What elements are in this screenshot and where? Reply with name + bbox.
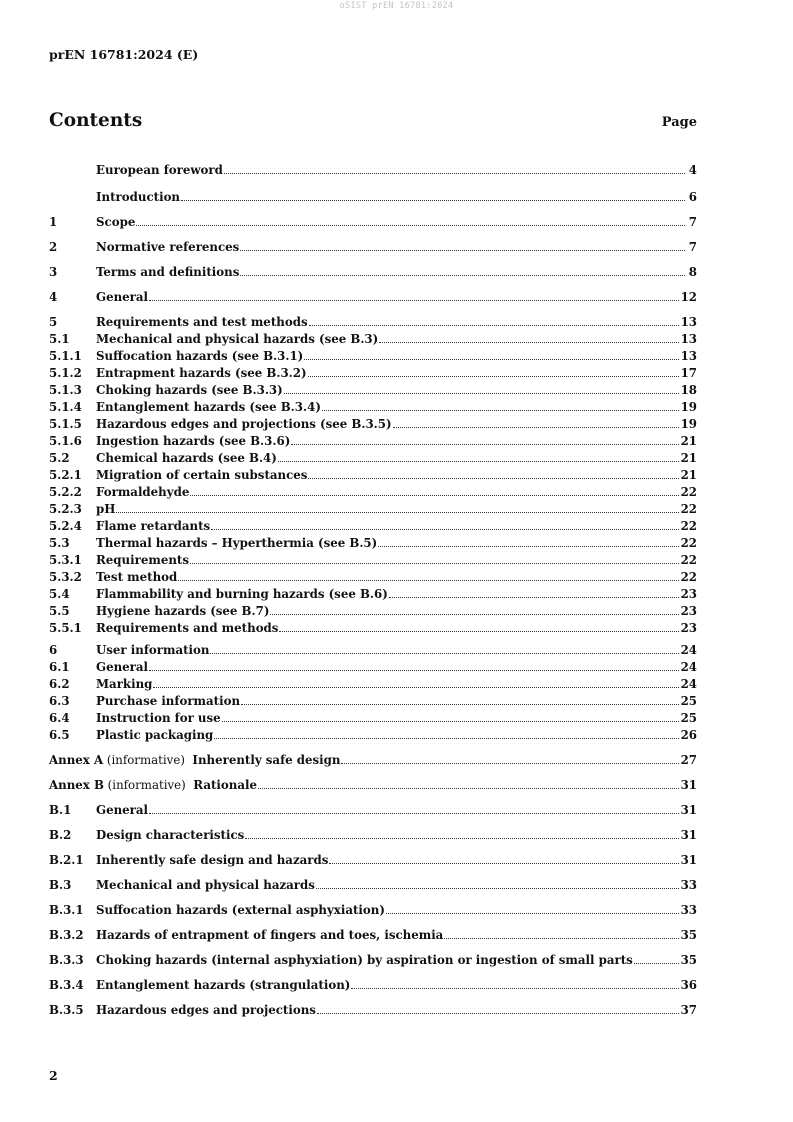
toc-entry-title: Purchase information (96, 694, 241, 708)
toc-entry-number: 5.2.1 (49, 468, 82, 482)
toc-entry-page: 31 (680, 828, 697, 842)
annex-note: (informative) (103, 778, 194, 792)
toc-entry-page: 33 (680, 903, 697, 917)
toc-entry[interactable] (49, 586, 697, 603)
toc-entry-page: 24 (680, 643, 697, 657)
dot-leader (341, 752, 678, 764)
toc-entry-number: 6 (49, 643, 58, 657)
toc-entry[interactable] (49, 852, 697, 869)
dot-leader (378, 535, 678, 547)
toc-entry[interactable] (49, 603, 697, 620)
dot-leader (386, 902, 679, 914)
toc-entry-number: B.3.3 (49, 953, 84, 967)
dot-leader (149, 659, 679, 671)
toc-entry-title: Flame retardants (96, 519, 211, 533)
toc-entry-number: B.3.4 (49, 978, 84, 992)
toc-entry[interactable] (49, 693, 697, 710)
toc-entry-page: 26 (680, 728, 697, 742)
toc-entry-title: Choking hazards (internal asphyxiation) by aspiration or ingestion of small parts (96, 953, 633, 967)
toc-entry-title: Requirements and test methods (96, 315, 308, 329)
toc-entry[interactable] (49, 239, 697, 256)
dot-leader (389, 586, 679, 598)
toc-entry-number: 6.5 (49, 728, 70, 742)
dot-leader (214, 727, 678, 739)
toc-entry-page: 35 (680, 953, 697, 967)
toc-entry[interactable] (49, 289, 697, 306)
toc-entry-title: Hazards of entrapment of fingers and toes, ischemia (96, 928, 444, 942)
toc-entry-page: 22 (680, 502, 697, 516)
dot-leader (291, 433, 678, 445)
toc-entry[interactable] (49, 433, 697, 450)
page-column-heading: Page (661, 115, 697, 130)
toc-entry-number: B.3.1 (49, 903, 84, 917)
toc-entry-page: 21 (680, 468, 697, 482)
toc-entry-number: 5.2 (49, 451, 70, 465)
toc-entry-number: 5.5 (49, 604, 70, 618)
toc-entry[interactable] (49, 331, 697, 348)
toc-entry-page: 33 (680, 878, 697, 892)
toc-entry[interactable] (49, 484, 697, 501)
toc-entry-number: 5.3.1 (49, 553, 82, 567)
dot-leader (278, 450, 679, 462)
toc-entry[interactable] (49, 877, 697, 894)
toc-entry-page: 27 (680, 753, 697, 767)
dot-leader (316, 877, 679, 889)
toc-entry[interactable] (49, 518, 697, 535)
toc-entry-title: Mechanical and physical hazards (see B.3) (96, 332, 379, 346)
toc-entry-page: 36 (680, 978, 697, 992)
annex-label: Annex A (49, 753, 104, 767)
toc-entry-number: 5.5.1 (49, 621, 82, 635)
toc-entry-page: 7 (688, 240, 697, 254)
toc-entry-number: 3 (49, 265, 58, 279)
toc-entry[interactable] (49, 977, 697, 994)
toc-entry[interactable] (49, 569, 697, 586)
dot-leader (308, 467, 678, 479)
toc-entry-page: 19 (680, 400, 697, 414)
toc-entry-page: 12 (680, 290, 697, 304)
toc-entry-title: Choking hazards (see B.3.3) (96, 383, 283, 397)
dot-leader (393, 416, 679, 428)
dot-leader (270, 603, 678, 615)
toc-entry-title: Hazardous edges and projections (96, 1003, 316, 1017)
toc-entry-page: 31 (680, 778, 697, 792)
dot-leader (279, 620, 678, 632)
toc-entry-title (49, 777, 257, 794)
toc-entry[interactable] (49, 382, 697, 399)
toc-entry-page: 31 (680, 803, 697, 817)
toc-entry-title: Requirements (96, 553, 189, 567)
toc-entry-number: 4 (49, 290, 58, 304)
dot-leader (322, 399, 679, 411)
toc-entry-title: General (96, 660, 149, 674)
toc-entry-title: Migration of certain substances (96, 468, 308, 482)
toc-entry-page: 37 (680, 1003, 697, 1017)
toc-entry-number: 6.4 (49, 711, 70, 725)
dot-leader (379, 331, 678, 343)
toc-entry-number: 6.2 (49, 677, 70, 691)
dot-leader (317, 1002, 679, 1014)
toc-entry-number: B.3.2 (49, 928, 84, 942)
dot-leader (329, 852, 678, 864)
toc-entry-page: 4 (688, 163, 697, 177)
toc-entry-title: Mechanical and physical hazards (96, 878, 315, 892)
toc-entry-page: 23 (680, 621, 697, 635)
toc-entry-page: 6 (688, 190, 697, 204)
toc-entry-page: 18 (680, 383, 697, 397)
toc-entry[interactable] (49, 264, 697, 281)
toc-entry-page: 22 (680, 519, 697, 533)
toc-entry[interactable] (49, 314, 697, 331)
toc-entry-number: 5.3 (49, 536, 70, 550)
annex-title: Inherently safe design (192, 753, 341, 767)
toc-entry-title: Instruction for use (96, 711, 221, 725)
toc-entry-title: Entrapment hazards (see B.3.2) (96, 366, 307, 380)
dot-leader (149, 289, 679, 301)
toc-entry-page: 35 (680, 928, 697, 942)
toc-entry[interactable] (49, 802, 697, 819)
toc-entry[interactable] (49, 659, 697, 676)
annex-label: Annex B (49, 778, 104, 792)
dot-leader (116, 501, 678, 513)
toc-entry-page: 8 (688, 265, 697, 279)
dot-leader (309, 314, 679, 326)
contents-heading: Contents (49, 110, 143, 131)
toc-entry[interactable] (49, 752, 697, 769)
table-of-contents (49, 152, 697, 1019)
toc-entry-number: 5.2.3 (49, 502, 82, 516)
toc-entry[interactable] (49, 927, 697, 944)
toc-entry[interactable] (49, 777, 697, 794)
toc-entry[interactable] (49, 535, 697, 552)
toc-entry-title: Inherently safe design and hazards (96, 853, 329, 867)
toc-entry-number: 5.2.2 (49, 485, 82, 499)
toc-entry-title: Plastic packaging (96, 728, 214, 742)
toc-entry-page: 31 (680, 853, 697, 867)
dot-leader (241, 693, 679, 705)
dot-leader (304, 348, 678, 360)
toc-entry-title: Chemical hazards (see B.4) (96, 451, 277, 465)
toc-entry-title: Entanglement hazards (strangulation) (96, 978, 351, 992)
toc-entry-number: 5.1.4 (49, 400, 82, 414)
toc-entry-number: 6.1 (49, 660, 70, 674)
toc-entry[interactable] (49, 952, 697, 969)
toc-entry-title: Terms and definitions (96, 265, 240, 279)
watermark: oSIST prEN 16781:2024 (339, 1, 454, 11)
toc-entry-title: Test method (96, 570, 178, 584)
toc-entry-title: Requirements and methods (96, 621, 279, 635)
toc-entry-number: 2 (49, 240, 58, 254)
dot-leader (153, 676, 678, 688)
toc-entry-title: Normative references (96, 240, 240, 254)
toc-entry[interactable] (49, 162, 697, 179)
toc-entry-page: 13 (680, 349, 697, 363)
toc-entry-page: 21 (680, 434, 697, 448)
toc-entry-number: 5.1 (49, 332, 70, 346)
dot-leader (308, 365, 679, 377)
toc-entry-title: User information (96, 643, 210, 657)
toc-entry-number: B.1 (49, 803, 72, 817)
toc-entry-page: 22 (680, 570, 697, 584)
toc-entry-page: 23 (680, 604, 697, 618)
toc-entry[interactable] (49, 1002, 697, 1019)
toc-entry-page: 19 (680, 417, 697, 431)
dot-leader (190, 552, 679, 564)
toc-entry-title: General (96, 803, 149, 817)
toc-entry-page: 22 (680, 536, 697, 550)
dot-leader (240, 264, 685, 276)
dot-leader (224, 162, 685, 174)
toc-entry-page: 24 (680, 660, 697, 674)
toc-entry-page: 23 (680, 587, 697, 601)
toc-entry-number: 5.2.4 (49, 519, 82, 533)
toc-entry-title: Suffocation hazards (see B.3.1) (96, 349, 304, 363)
toc-entry[interactable] (49, 348, 697, 365)
toc-entry-number: 5.1.6 (49, 434, 82, 448)
toc-entry[interactable] (49, 710, 697, 727)
toc-entry[interactable] (49, 450, 697, 467)
dot-leader (245, 827, 678, 839)
toc-entry[interactable] (49, 902, 697, 919)
toc-entry[interactable] (49, 214, 697, 231)
toc-entry-title (49, 752, 340, 769)
dot-leader (258, 777, 679, 789)
dot-leader (181, 189, 685, 201)
annex-note: (informative) (103, 753, 193, 767)
dot-leader (210, 642, 678, 654)
toc-entry-number: 5 (49, 315, 58, 329)
dot-leader (149, 802, 679, 814)
toc-entry-page: 21 (680, 451, 697, 465)
toc-entry-number: 6.3 (49, 694, 70, 708)
toc-entry-title: Hygiene hazards (see B.7) (96, 604, 270, 618)
dot-leader (634, 952, 679, 964)
toc-entry[interactable] (49, 189, 697, 206)
toc-entry-page: 22 (680, 485, 697, 499)
toc-entry[interactable] (49, 727, 697, 744)
toc-entry[interactable] (49, 399, 697, 416)
toc-entry-number: 5.3.2 (49, 570, 82, 584)
toc-entry-title: pH (96, 502, 116, 516)
toc-entry[interactable] (49, 416, 697, 433)
dot-leader (240, 239, 685, 251)
toc-entry-title: Suffocation hazards (external asphyxiation) (96, 903, 385, 917)
toc-entry-number: 5.1.1 (49, 349, 82, 363)
toc-entry-number: B.3.5 (49, 1003, 84, 1017)
toc-entry[interactable] (49, 365, 697, 382)
annex-title: Rationale (193, 778, 257, 792)
toc-entry-title: Introduction (96, 190, 181, 204)
dot-leader (211, 518, 678, 530)
toc-entry-title: Flammability and burning hazards (see B.6) (96, 587, 388, 601)
toc-entry[interactable] (49, 552, 697, 569)
toc-entry[interactable] (49, 501, 697, 518)
toc-entry-page: 17 (680, 366, 697, 380)
toc-entry-number: B.2.1 (49, 853, 84, 867)
toc-entry-title: General (96, 290, 149, 304)
toc-entry-title: Formaldehyde (96, 485, 190, 499)
toc-entry[interactable] (49, 827, 697, 844)
toc-entry[interactable] (49, 467, 697, 484)
toc-entry-number: 5.1.5 (49, 417, 82, 431)
toc-entry-number: 5.1.2 (49, 366, 82, 380)
toc-entry[interactable] (49, 620, 697, 637)
dot-leader (178, 569, 678, 581)
document-identifier: prEN 16781:2024 (E) (49, 47, 199, 62)
toc-entry-page: 25 (680, 711, 697, 725)
toc-entry-number: 5.4 (49, 587, 70, 601)
dot-leader (351, 977, 678, 989)
dot-leader (222, 710, 679, 722)
dot-leader (190, 484, 678, 496)
toc-entry-title: Hazardous edges and projections (see B.3.5) (96, 417, 392, 431)
toc-entry-title: Marking (96, 677, 153, 691)
toc-entry[interactable] (49, 676, 697, 693)
dot-leader (136, 214, 685, 226)
dot-leader (444, 927, 678, 939)
toc-entry-page: 22 (680, 553, 697, 567)
toc-entry-title: Design characteristics (96, 828, 245, 842)
toc-entry-page: 25 (680, 694, 697, 708)
toc-entry-page: 24 (680, 677, 697, 691)
footer-page-number: 2 (49, 1068, 58, 1083)
toc-entry-page: 13 (680, 315, 697, 329)
dot-leader (284, 382, 679, 394)
toc-entry-number: 1 (49, 215, 58, 229)
toc-entry-title: Thermal hazards – Hyperthermia (see B.5) (96, 536, 378, 550)
toc-entry-page: 13 (680, 332, 697, 346)
toc-entry-page: 7 (688, 215, 697, 229)
toc-entry-title: Ingestion hazards (see B.3.6) (96, 434, 291, 448)
toc-entry-number: 5.1.3 (49, 383, 82, 397)
toc-entry-title: Scope (96, 215, 136, 229)
toc-entry-title: European foreword (96, 163, 223, 177)
toc-entry-title: Entanglement hazards (see B.3.4) (96, 400, 321, 414)
toc-entry[interactable] (49, 642, 697, 659)
toc-entry-number: B.3 (49, 878, 72, 892)
toc-entry-number: B.2 (49, 828, 72, 842)
